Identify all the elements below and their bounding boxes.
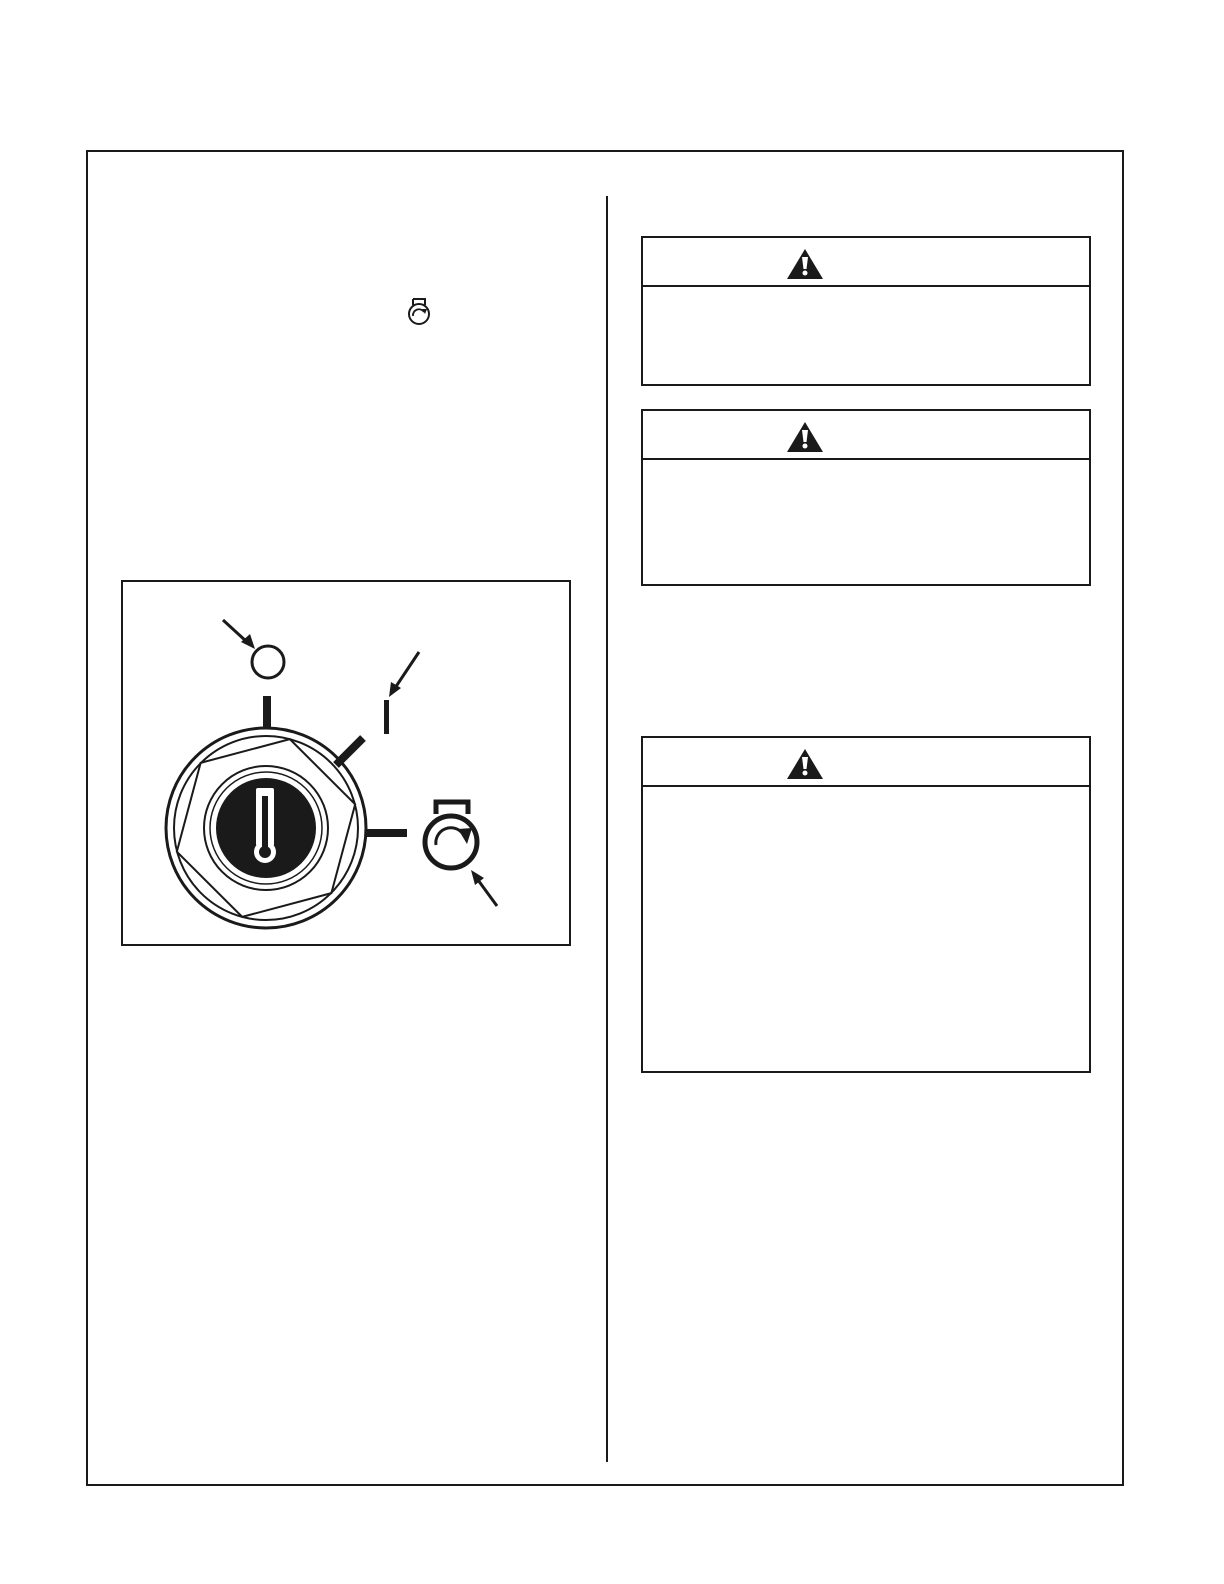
safety-notice-1 (641, 236, 1091, 386)
ignition-switch-diagram (123, 582, 569, 944)
start-position-mark (367, 829, 407, 837)
ignition-switch-figure (121, 580, 571, 946)
start-arrow-head (471, 870, 484, 885)
off-arrow-head (241, 634, 255, 649)
line-on-icon (384, 700, 389, 734)
safety-body (643, 787, 1089, 807)
start-callout-arrow (478, 880, 497, 906)
safety-notice-2 (641, 409, 1091, 586)
off-position-mark (263, 696, 271, 728)
safety-header (643, 238, 1089, 287)
safety-header (643, 738, 1089, 787)
warning-triangle-icon (785, 420, 825, 454)
engine-start-icon (405, 296, 433, 328)
safety-body (643, 460, 1089, 480)
column-divider (606, 196, 608, 1462)
on-callout-arrow (395, 652, 419, 688)
on-position-mark (336, 738, 363, 765)
off-callout-arrow (223, 620, 247, 642)
safety-header (643, 411, 1089, 460)
circle-off-icon (252, 646, 284, 678)
warning-triangle-icon (785, 747, 825, 781)
thermometer-icon (254, 788, 276, 863)
engine-start-icon (425, 802, 477, 868)
warning-triangle-icon (785, 247, 825, 281)
safety-body (643, 287, 1089, 307)
safety-notice-3 (641, 736, 1091, 1073)
